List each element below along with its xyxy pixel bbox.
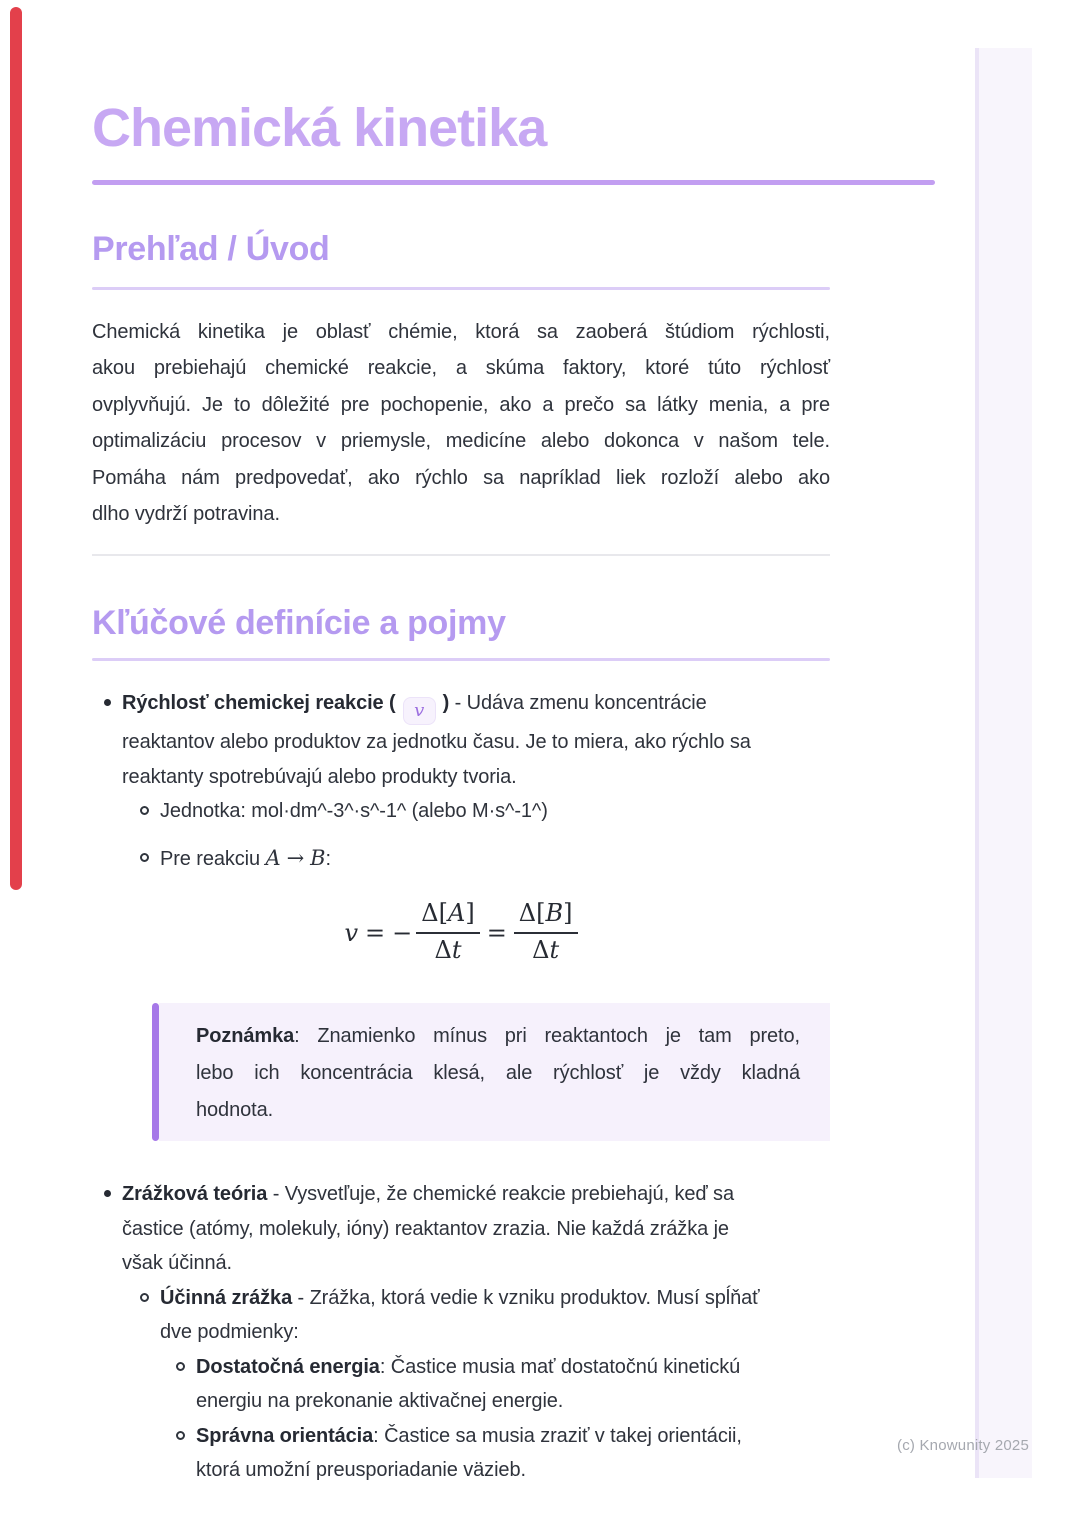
list-line: dve podmienky:: [160, 1321, 299, 1344]
list-item-reaction-rate: [92, 686, 830, 794]
v-symbol: v: [414, 700, 425, 722]
list-line: Zrážková teória - Vysvetľuje, že chemické reakcie prebiehajú, keď sa: [122, 1183, 734, 1206]
copyright-notice: (c) Knowunity 2025: [897, 1437, 1030, 1454]
definitions-list: [92, 686, 830, 876]
arrow-icon: →: [286, 845, 305, 870]
bullet-dot-icon: [104, 699, 111, 706]
note-line: Poznámka: Znamienko mínus pri reaktantoch je tam preto,: [196, 1024, 800, 1047]
list-line: Správna orientácia: Častice sa musia zraziť v takej orientácii,: [196, 1424, 742, 1447]
title-rule: [92, 180, 935, 185]
paragraph-line: dlho vydrží potravina.: [92, 503, 280, 526]
note-line: lebo ich koncentrácia klesá, ale rýchlosť je vždy kladná: [196, 1061, 800, 1084]
list-line: však účinná.: [122, 1252, 232, 1275]
paragraph-line: Pomáha nám predpovedať, ako rýchlo sa napríklad liek rozloží alebo ako: [92, 466, 830, 489]
circle-bullet-icon: [140, 806, 149, 815]
sub-item-unit: [92, 794, 830, 829]
sub-item-sufficient-energy: [92, 1350, 830, 1419]
circle-bullet-icon: [176, 1362, 185, 1371]
list-line: častice (atómy, molekuly, ióny) reaktantov zrazia. Nie každá zrážka je: [122, 1217, 729, 1240]
intro-paragraph: [92, 314, 830, 532]
rate-equation: v = − $\frac{\Delta[A]}{\Delta t}$ = $\frac{\Delta[B]}{\Delta t}$: [92, 900, 830, 964]
list-line: ktorá umožní preusporiadanie väzieb.: [196, 1459, 526, 1482]
bullet-dot-icon: [104, 1190, 111, 1197]
collision-theory-list: [92, 1177, 830, 1488]
circle-bullet-icon: [176, 1431, 185, 1440]
v-symbol-chip: [403, 697, 436, 725]
circle-bullet-icon: [140, 853, 149, 862]
fraction: [416, 900, 479, 964]
fraction-numerator: Δ[B]: [514, 900, 578, 934]
paragraph-line: Chemická kinetika je oblasť chémie, ktorá sa zaoberá štúdiom rýchlosti,: [92, 321, 830, 343]
note-line: hodnota.: [196, 1099, 274, 1122]
heading-rule: [92, 287, 830, 290]
sub-item-effective-collision: [92, 1281, 830, 1350]
left-accent-bar: [10, 7, 22, 890]
section-heading-overview: Prehľad / Úvod: [92, 230, 330, 268]
note-callout: [152, 1003, 830, 1142]
fraction-denominator: Δt: [434, 936, 462, 965]
list-line: reaktanty spotrebúvajú alebo produkty tvoria.: [122, 765, 517, 788]
paragraph-line: ovplyvňujú. Je to dôležité pre pochopenie, ako a prečo sa látky menia, a pre: [92, 393, 830, 416]
right-page-strip: [975, 48, 1032, 1478]
page-content: [92, 0, 830, 1488]
list-line: energiu na prekonanie aktivačnej energie.: [196, 1390, 564, 1413]
fraction-denominator: Δt: [532, 936, 560, 965]
section-divider: [92, 554, 830, 556]
paragraph-line: akou prebiehajú chemické reakcie, a skúma faktory, ktoré túto rýchlosť: [92, 357, 830, 380]
sub-item-correct-orientation: [92, 1419, 830, 1488]
reaction-expression: A → B: [265, 845, 326, 870]
paragraph-line: optimalizáciu procesov v priemysle, medicíne alebo dokonca v našom tele.: [92, 430, 830, 453]
section-heading-definitions: Kľúčové definície a pojmy: [92, 604, 506, 643]
fraction: [514, 900, 578, 964]
fraction-numerator: Δ[A]: [416, 900, 479, 934]
list-line: Jednotka: mol·dm^-3^·s^-1^ (alebo M·s^-1^): [160, 800, 548, 823]
list-line: Účinná zrážka - Zrážka, ktorá vedie k vzniku produktov. Musí spĺňať: [160, 1286, 760, 1309]
note-text: [159, 1003, 830, 1142]
list-line: Rýchlosť chemickej reakcie ( v ) - Udáva zmenu koncentrácie: [122, 686, 830, 725]
callout-accent-bar: [152, 1003, 159, 1142]
page-title: Chemická kinetika: [92, 98, 547, 158]
list-item-collision-theory: [92, 1177, 830, 1281]
list-line: Pre reakciu A → B:: [160, 845, 331, 870]
circle-bullet-icon: [140, 1293, 149, 1302]
sub-item-reaction: [92, 841, 830, 877]
list-line: reaktantov alebo produktov za jednotku času. Je to miera, ako rýchlo sa: [122, 731, 751, 754]
list-line: Dostatočná energia: Častice musia mať dostatočnú kinetickú: [196, 1355, 741, 1378]
heading-rule: [92, 658, 830, 661]
